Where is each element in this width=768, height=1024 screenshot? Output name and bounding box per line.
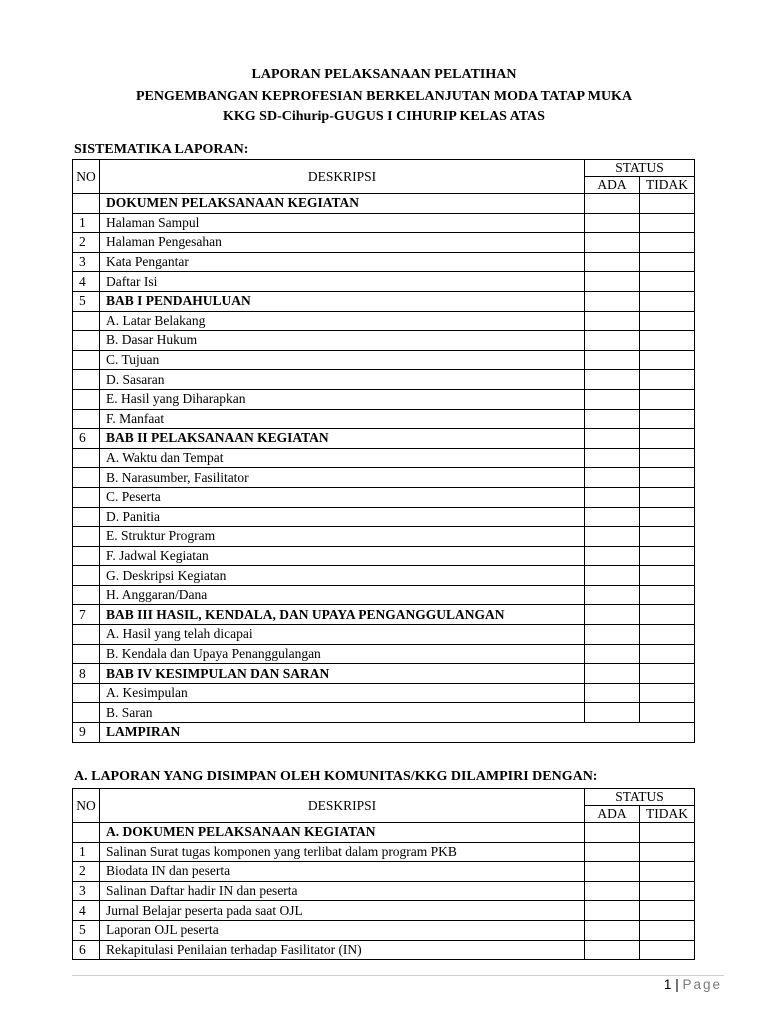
row-description: B. Saran — [100, 703, 585, 723]
status-tidak-cell[interactable] — [640, 901, 695, 921]
row-number: 2 — [73, 862, 100, 882]
table-row — [73, 291, 695, 311]
column-header-deskripsi: DESKRIPSI — [100, 160, 585, 194]
status-tidak-cell[interactable] — [640, 291, 695, 311]
table-row — [73, 625, 695, 645]
row-description: A. Kesimpulan — [100, 683, 585, 703]
row-description: E. Struktur Program — [100, 527, 585, 547]
row-description: B. Kendala dan Upaya Penanggulangan — [100, 644, 585, 664]
row-description: BAB III HASIL, KENDALA, DAN UPAYA PENGANGGULANGAN — [100, 605, 585, 625]
status-ada-cell[interactable] — [585, 683, 640, 703]
row-number: 5 — [73, 291, 100, 311]
status-ada-cell[interactable] — [585, 389, 640, 409]
row-description: BAB I PENDAHULUAN — [100, 291, 585, 311]
row-description: H. Anggaran/Dana — [100, 585, 585, 605]
table-row — [73, 370, 695, 390]
column-header-deskripsi: DESKRIPSI — [100, 789, 585, 823]
status-tidak-cell[interactable] — [640, 644, 695, 664]
table-row — [73, 448, 695, 468]
status-tidak-cell[interactable] — [640, 233, 695, 253]
status-tidak-cell[interactable] — [640, 546, 695, 566]
table-row — [73, 252, 695, 272]
table-row — [73, 566, 695, 586]
row-number: 5 — [73, 920, 100, 940]
status-tidak-cell[interactable] — [640, 409, 695, 429]
status-ada-cell[interactable] — [585, 291, 640, 311]
row-description: Daftar Isi — [100, 272, 585, 292]
report-title-line-1: LAPORAN PELAKSANAAN PELATIHAN — [251, 67, 517, 82]
status-tidak-cell[interactable] — [640, 331, 695, 351]
status-ada-cell[interactable] — [585, 940, 640, 960]
row-number — [73, 370, 100, 390]
status-tidak-cell[interactable] — [640, 448, 695, 468]
column-header-tidak: TIDAK — [640, 177, 695, 194]
status-tidak-cell[interactable] — [640, 625, 695, 645]
row-number: 8 — [73, 664, 100, 684]
row-description: Halaman Sampul — [100, 213, 585, 233]
row-number: 4 — [73, 901, 100, 921]
status-ada-cell[interactable] — [585, 527, 640, 547]
row-description: Laporan OJL peserta — [100, 920, 585, 940]
status-ada-cell[interactable] — [585, 842, 640, 862]
status-tidak-cell[interactable] — [640, 881, 695, 901]
table-row — [73, 429, 695, 449]
table-row — [73, 311, 695, 331]
row-description: Halaman Pengesahan — [100, 233, 585, 253]
table-row — [73, 605, 695, 625]
status-tidak-cell[interactable] — [640, 842, 695, 862]
section-heading-sistematika: SISTEMATIKA LAPORAN: — [74, 142, 249, 157]
status-tidak-cell[interactable] — [640, 194, 695, 214]
status-tidak-cell[interactable] — [640, 252, 695, 272]
sistematika-table — [72, 159, 695, 743]
lampiran-table — [72, 788, 695, 960]
row-number — [73, 625, 100, 645]
row-description: BAB IV KESIMPULAN DAN SARAN — [100, 664, 585, 684]
row-number — [73, 194, 100, 214]
row-number — [73, 683, 100, 703]
status-tidak-cell[interactable] — [640, 272, 695, 292]
table-row — [73, 233, 695, 253]
table-row — [73, 842, 695, 862]
row-description: Jurnal Belajar peserta pada saat OJL — [100, 901, 585, 921]
table-row — [73, 585, 695, 605]
table-row — [73, 389, 695, 409]
table-row — [73, 901, 695, 921]
row-number — [73, 546, 100, 566]
row-number: 9 — [73, 723, 100, 743]
footer-divider — [72, 975, 724, 976]
row-number: 3 — [73, 252, 100, 272]
status-tidak-cell[interactable] — [640, 507, 695, 527]
status-ada-cell[interactable] — [585, 585, 640, 605]
row-number — [73, 644, 100, 664]
table-row — [73, 468, 695, 488]
row-description: D. Sasaran — [100, 370, 585, 390]
row-number — [73, 507, 100, 527]
page-footer — [664, 977, 722, 992]
status-ada-cell[interactable] — [585, 233, 640, 253]
status-tidak-cell[interactable] — [640, 605, 695, 625]
status-ada-cell[interactable] — [585, 507, 640, 527]
status-ada-cell[interactable] — [585, 605, 640, 625]
row-number — [73, 409, 100, 429]
table-row — [73, 703, 695, 723]
row-description: A. Hasil yang telah dicapai — [100, 625, 585, 645]
status-ada-cell[interactable] — [585, 703, 640, 723]
row-number: 4 — [73, 272, 100, 292]
table-row — [73, 723, 695, 743]
row-description: Kata Pengantar — [100, 252, 585, 272]
row-description: Salinan Surat tugas komponen yang terlibat dalam program PKB — [100, 842, 585, 862]
row-description: Biodata IN dan peserta — [100, 862, 585, 882]
row-description: D. Panitia — [100, 507, 585, 527]
status-ada-cell[interactable] — [585, 487, 640, 507]
row-description: C. Peserta — [100, 487, 585, 507]
table-row — [73, 881, 695, 901]
column-header-status: STATUS — [585, 160, 695, 177]
status-ada-cell[interactable] — [585, 409, 640, 429]
row-description: DOKUMEN PELAKSANAAN KEGIATAN — [100, 194, 585, 214]
status-ada-cell[interactable] — [585, 448, 640, 468]
table-row — [73, 331, 695, 351]
status-tidak-cell[interactable] — [640, 940, 695, 960]
status-ada-cell[interactable] — [585, 272, 640, 292]
column-header-ada: ADA — [585, 806, 640, 823]
row-description: C. Tujuan — [100, 350, 585, 370]
status-tidak-cell[interactable] — [640, 862, 695, 882]
row-description: Rekapitulasi Penilaian terhadap Fasilitator (IN) — [100, 940, 585, 960]
status-ada-cell[interactable] — [585, 823, 640, 843]
status-ada-cell[interactable] — [585, 881, 640, 901]
row-number — [73, 448, 100, 468]
page-label: Page — [682, 977, 722, 992]
row-description: A. DOKUMEN PELAKSANAAN KEGIATAN — [100, 823, 585, 843]
status-ada-cell[interactable] — [585, 429, 640, 449]
row-number: 3 — [73, 881, 100, 901]
table-row — [73, 940, 695, 960]
status-ada-cell[interactable] — [585, 901, 640, 921]
row-description: F. Manfaat — [100, 409, 585, 429]
table-row — [73, 920, 695, 940]
row-number — [73, 331, 100, 351]
row-number — [73, 350, 100, 370]
report-title-line-2: PENGEMBANGAN KEPROFESIAN BERKELANJUTAN MODA TATAP MUKA — [135, 89, 633, 104]
table-row — [73, 527, 695, 547]
row-number: 6 — [73, 429, 100, 449]
table-row — [73, 546, 695, 566]
table-row — [73, 683, 695, 703]
table-row — [73, 272, 695, 292]
row-number — [73, 703, 100, 723]
status-ada-cell[interactable] — [585, 311, 640, 331]
column-header-ada: ADA — [585, 177, 640, 194]
column-header-no: NO — [73, 789, 100, 823]
status-tidak-cell[interactable] — [640, 585, 695, 605]
row-description: G. Deskripsi Kegiatan — [100, 566, 585, 586]
status-ada-cell[interactable] — [585, 331, 640, 351]
row-description: B. Narasumber, Fasilitator — [100, 468, 585, 488]
table-row — [73, 194, 695, 214]
row-description: A. Waktu dan Tempat — [100, 448, 585, 468]
section-heading-laporan-disimpan: A. LAPORAN YANG DISIMPAN OLEH KOMUNITAS/KKG DILAMPIRI DENGAN: — [74, 769, 598, 784]
report-title-line-3: KKG SD-Cihurip-GUGUS I CIHURIP KELAS ATAS — [223, 109, 545, 124]
row-description: LAMPIRAN — [100, 723, 695, 743]
row-number — [73, 468, 100, 488]
row-description: E. Hasil yang Diharapkan — [100, 389, 585, 409]
table-row — [73, 644, 695, 664]
column-header-status: STATUS — [585, 789, 695, 806]
status-tidak-cell[interactable] — [640, 566, 695, 586]
table-row — [73, 350, 695, 370]
status-ada-cell[interactable] — [585, 566, 640, 586]
row-number — [73, 389, 100, 409]
table-row — [73, 213, 695, 233]
status-tidak-cell[interactable] — [640, 920, 695, 940]
status-tidak-cell[interactable] — [640, 527, 695, 547]
status-tidak-cell[interactable] — [640, 683, 695, 703]
status-ada-cell[interactable] — [585, 920, 640, 940]
status-tidak-cell[interactable] — [640, 213, 695, 233]
table-row — [73, 664, 695, 684]
table-row — [73, 823, 695, 843]
row-number: 1 — [73, 213, 100, 233]
row-number: 2 — [73, 233, 100, 253]
row-description: BAB II PELAKSANAAN KEGIATAN — [100, 429, 585, 449]
status-tidak-cell[interactable] — [640, 370, 695, 390]
row-number: 1 — [73, 842, 100, 862]
table-row — [73, 862, 695, 882]
status-ada-cell[interactable] — [585, 252, 640, 272]
row-description: F. Jadwal Kegiatan — [100, 546, 585, 566]
row-description: A. Latar Belakang — [100, 311, 585, 331]
status-tidak-cell[interactable] — [640, 429, 695, 449]
table-row — [73, 409, 695, 429]
table-row — [73, 487, 695, 507]
row-description: Salinan Daftar hadir IN dan peserta — [100, 881, 585, 901]
column-header-tidak: TIDAK — [640, 806, 695, 823]
status-tidak-cell[interactable] — [640, 664, 695, 684]
status-ada-cell[interactable] — [585, 644, 640, 664]
status-tidak-cell[interactable] — [640, 389, 695, 409]
status-tidak-cell[interactable] — [640, 468, 695, 488]
status-ada-cell[interactable] — [585, 468, 640, 488]
status-tidak-cell[interactable] — [640, 823, 695, 843]
page-separator: | — [675, 977, 679, 992]
status-ada-cell[interactable] — [585, 862, 640, 882]
status-tidak-cell[interactable] — [640, 350, 695, 370]
status-ada-cell[interactable] — [585, 625, 640, 645]
row-number — [73, 527, 100, 547]
status-tidak-cell[interactable] — [640, 703, 695, 723]
table-row — [73, 507, 695, 527]
status-ada-cell[interactable] — [585, 194, 640, 214]
row-description: B. Dasar Hukum — [100, 331, 585, 351]
row-number: 7 — [73, 605, 100, 625]
status-ada-cell[interactable] — [585, 664, 640, 684]
row-number — [73, 487, 100, 507]
column-header-no: NO — [73, 160, 100, 194]
row-number — [73, 311, 100, 331]
row-number: 6 — [73, 940, 100, 960]
status-ada-cell[interactable] — [585, 370, 640, 390]
page-number: 1 — [663, 977, 672, 992]
status-tidak-cell[interactable] — [640, 487, 695, 507]
row-number — [73, 566, 100, 586]
row-number — [73, 823, 100, 843]
status-tidak-cell[interactable] — [640, 311, 695, 331]
row-number — [73, 585, 100, 605]
status-ada-cell[interactable] — [585, 213, 640, 233]
status-ada-cell[interactable] — [585, 546, 640, 566]
status-ada-cell[interactable] — [585, 350, 640, 370]
